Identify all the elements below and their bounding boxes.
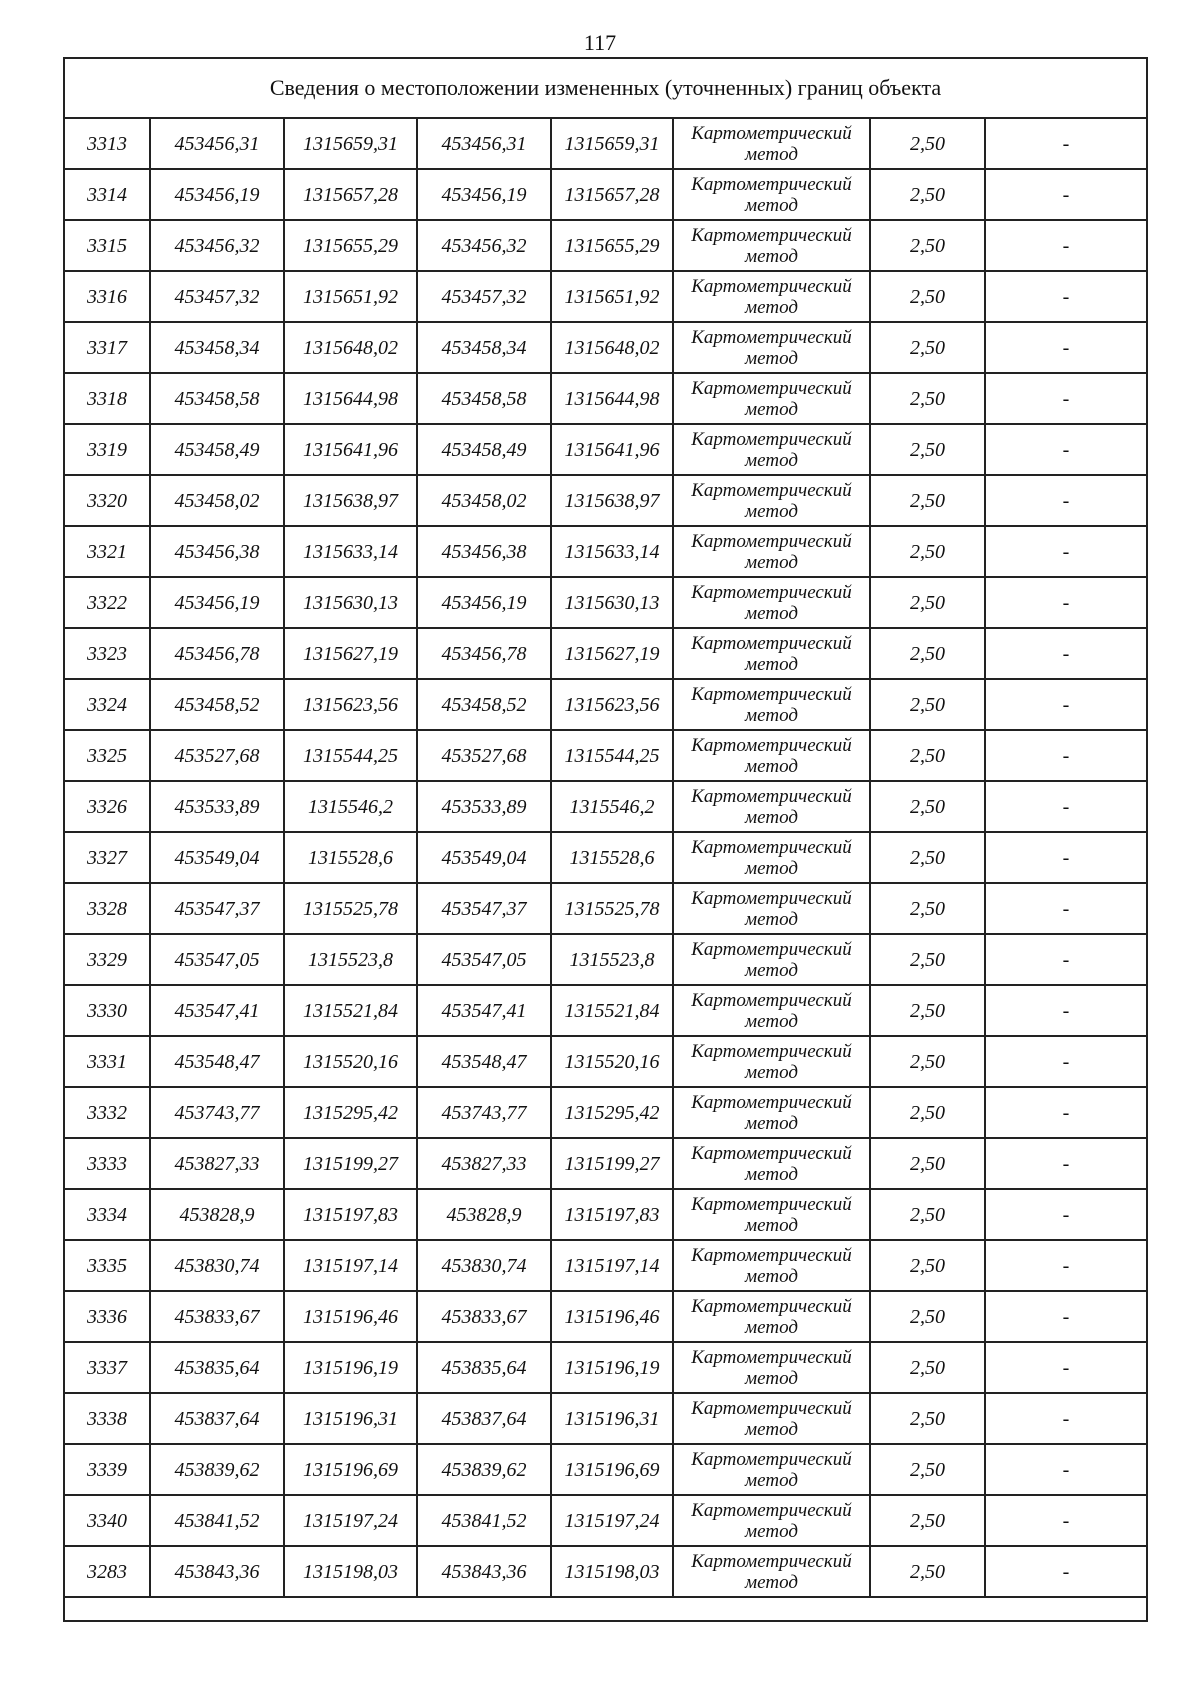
y-old-cell: 1315657,28 [284, 169, 417, 220]
method-cell: Картометрический метод [673, 1189, 870, 1240]
description-cell: - [985, 1546, 1147, 1597]
precision-cell: 2,50 [870, 1087, 985, 1138]
point-number-cell: 3336 [64, 1291, 150, 1342]
description-cell: - [985, 1342, 1147, 1393]
y-new-cell: 1315525,78 [551, 883, 673, 934]
precision-cell: 2,50 [870, 169, 985, 220]
point-number-cell: 3339 [64, 1444, 150, 1495]
y-new-cell: 1315197,24 [551, 1495, 673, 1546]
y-new-cell: 1315644,98 [551, 373, 673, 424]
table-row [64, 832, 1147, 883]
method-cell: Картометрический метод [673, 934, 870, 985]
y-new-cell: 1315199,27 [551, 1138, 673, 1189]
y-old-cell: 1315630,13 [284, 577, 417, 628]
description-cell: - [985, 577, 1147, 628]
point-number-cell: 3318 [64, 373, 150, 424]
point-number-cell: 3326 [64, 781, 150, 832]
x-old-cell: 453456,19 [150, 169, 284, 220]
description-cell: - [985, 322, 1147, 373]
description-cell: - [985, 118, 1147, 169]
precision-cell: 2,50 [870, 322, 985, 373]
point-number-cell: 3329 [64, 934, 150, 985]
table-row [64, 526, 1147, 577]
y-old-cell: 1315521,84 [284, 985, 417, 1036]
y-new-cell: 1315197,14 [551, 1240, 673, 1291]
x-old-cell: 453456,32 [150, 220, 284, 271]
y-new-cell: 1315657,28 [551, 169, 673, 220]
page-number: 117 [583, 30, 617, 55]
x-new-cell: 453843,36 [417, 1546, 551, 1597]
y-old-cell: 1315627,19 [284, 628, 417, 679]
method-cell: Картометрический метод [673, 220, 870, 271]
precision-cell: 2,50 [870, 1342, 985, 1393]
table-title: Сведения о местоположении измененных (уточненных) границ объекта [64, 58, 1147, 118]
precision-cell: 2,50 [870, 220, 985, 271]
x-new-cell: 453828,9 [417, 1189, 551, 1240]
x-old-cell: 453458,49 [150, 424, 284, 475]
y-new-cell: 1315638,97 [551, 475, 673, 526]
table-row [64, 1495, 1147, 1546]
x-old-cell: 453456,31 [150, 118, 284, 169]
table-row [64, 1036, 1147, 1087]
point-number-cell: 3332 [64, 1087, 150, 1138]
method-cell: Картометрический метод [673, 1087, 870, 1138]
x-new-cell: 453456,38 [417, 526, 551, 577]
y-old-cell: 1315659,31 [284, 118, 417, 169]
y-old-cell: 1315525,78 [284, 883, 417, 934]
description-cell: - [985, 1291, 1147, 1342]
x-new-cell: 453547,05 [417, 934, 551, 985]
x-old-cell: 453547,37 [150, 883, 284, 934]
x-old-cell: 453743,77 [150, 1087, 284, 1138]
point-number-cell: 3335 [64, 1240, 150, 1291]
method-cell: Картометрический метод [673, 1291, 870, 1342]
point-number-cell: 3322 [64, 577, 150, 628]
description-cell: - [985, 628, 1147, 679]
precision-cell: 2,50 [870, 118, 985, 169]
y-old-cell: 1315638,97 [284, 475, 417, 526]
point-number-cell: 3331 [64, 1036, 150, 1087]
point-number-cell: 3319 [64, 424, 150, 475]
table-row [64, 985, 1147, 1036]
x-old-cell: 453458,58 [150, 373, 284, 424]
x-new-cell: 453548,47 [417, 1036, 551, 1087]
y-new-cell: 1315648,02 [551, 322, 673, 373]
table-row [64, 322, 1147, 373]
y-old-cell: 1315641,96 [284, 424, 417, 475]
precision-cell: 2,50 [870, 1240, 985, 1291]
method-cell: Картометрический метод [673, 1546, 870, 1597]
y-new-cell: 1315520,16 [551, 1036, 673, 1087]
precision-cell: 2,50 [870, 934, 985, 985]
point-number-cell: 3283 [64, 1546, 150, 1597]
x-old-cell: 453533,89 [150, 781, 284, 832]
table-row [64, 730, 1147, 781]
method-cell: Картометрический метод [673, 1444, 870, 1495]
x-old-cell: 453458,02 [150, 475, 284, 526]
precision-cell: 2,50 [870, 1393, 985, 1444]
y-old-cell: 1315623,56 [284, 679, 417, 730]
y-old-cell: 1315651,92 [284, 271, 417, 322]
method-cell: Картометрический метод [673, 832, 870, 883]
y-new-cell: 1315546,2 [551, 781, 673, 832]
description-cell: - [985, 1036, 1147, 1087]
x-new-cell: 453458,34 [417, 322, 551, 373]
table-body [64, 58, 1147, 1621]
description-cell: - [985, 169, 1147, 220]
method-cell: Картометрический метод [673, 1342, 870, 1393]
y-old-cell: 1315197,24 [284, 1495, 417, 1546]
table-header-row [64, 58, 1147, 118]
y-old-cell: 1315196,19 [284, 1342, 417, 1393]
y-old-cell: 1315196,69 [284, 1444, 417, 1495]
x-new-cell: 453743,77 [417, 1087, 551, 1138]
precision-cell: 2,50 [870, 475, 985, 526]
method-cell: Картометрический метод [673, 1495, 870, 1546]
method-cell: Картометрический метод [673, 730, 870, 781]
table-row [64, 118, 1147, 169]
y-new-cell: 1315655,29 [551, 220, 673, 271]
method-cell: Картометрический метод [673, 985, 870, 1036]
y-new-cell: 1315521,84 [551, 985, 673, 1036]
y-old-cell: 1315196,46 [284, 1291, 417, 1342]
x-new-cell: 453827,33 [417, 1138, 551, 1189]
table-row [64, 1546, 1147, 1597]
x-new-cell: 453456,32 [417, 220, 551, 271]
x-old-cell: 453456,38 [150, 526, 284, 577]
y-old-cell: 1315197,14 [284, 1240, 417, 1291]
method-cell: Картометрический метод [673, 424, 870, 475]
precision-cell: 2,50 [870, 985, 985, 1036]
x-old-cell: 453527,68 [150, 730, 284, 781]
y-old-cell: 1315655,29 [284, 220, 417, 271]
table-row [64, 1393, 1147, 1444]
x-new-cell: 453835,64 [417, 1342, 551, 1393]
method-cell: Картометрический метод [673, 271, 870, 322]
precision-cell: 2,50 [870, 271, 985, 322]
description-cell: - [985, 220, 1147, 271]
method-cell: Картометрический метод [673, 373, 870, 424]
precision-cell: 2,50 [870, 628, 985, 679]
y-old-cell: 1315528,6 [284, 832, 417, 883]
y-old-cell: 1315644,98 [284, 373, 417, 424]
y-old-cell: 1315198,03 [284, 1546, 417, 1597]
precision-cell: 2,50 [870, 1036, 985, 1087]
x-new-cell: 453547,41 [417, 985, 551, 1036]
x-old-cell: 453843,36 [150, 1546, 284, 1597]
description-cell: - [985, 1087, 1147, 1138]
table-row [64, 475, 1147, 526]
table-row [64, 220, 1147, 271]
table-row [64, 679, 1147, 730]
x-old-cell: 453456,78 [150, 628, 284, 679]
y-old-cell: 1315520,16 [284, 1036, 417, 1087]
description-cell: - [985, 1495, 1147, 1546]
x-new-cell: 453458,02 [417, 475, 551, 526]
description-cell: - [985, 1393, 1147, 1444]
precision-cell: 2,50 [870, 1189, 985, 1240]
x-old-cell: 453456,19 [150, 577, 284, 628]
table-row [64, 1087, 1147, 1138]
description-cell: - [985, 781, 1147, 832]
y-new-cell: 1315198,03 [551, 1546, 673, 1597]
table-row [64, 1189, 1147, 1240]
point-number-cell: 3316 [64, 271, 150, 322]
method-cell: Картометрический метод [673, 1240, 870, 1291]
description-cell: - [985, 475, 1147, 526]
x-old-cell: 453547,41 [150, 985, 284, 1036]
precision-cell: 2,50 [870, 1444, 985, 1495]
y-new-cell: 1315523,8 [551, 934, 673, 985]
description-cell: - [985, 934, 1147, 985]
table-row [64, 169, 1147, 220]
x-new-cell: 453456,19 [417, 169, 551, 220]
precision-cell: 2,50 [870, 883, 985, 934]
precision-cell: 2,50 [870, 1138, 985, 1189]
x-new-cell: 453458,52 [417, 679, 551, 730]
y-old-cell: 1315633,14 [284, 526, 417, 577]
precision-cell: 2,50 [870, 730, 985, 781]
x-new-cell: 453837,64 [417, 1393, 551, 1444]
x-new-cell: 453456,19 [417, 577, 551, 628]
point-number-cell: 3330 [64, 985, 150, 1036]
y-old-cell: 1315523,8 [284, 934, 417, 985]
x-new-cell: 453839,62 [417, 1444, 551, 1495]
point-number-cell: 3324 [64, 679, 150, 730]
precision-cell: 2,50 [870, 1495, 985, 1546]
point-number-cell: 3333 [64, 1138, 150, 1189]
empty-footer-cell [64, 1597, 1147, 1621]
y-new-cell: 1315659,31 [551, 118, 673, 169]
method-cell: Картометрический метод [673, 1393, 870, 1444]
precision-cell: 2,50 [870, 832, 985, 883]
point-number-cell: 3313 [64, 118, 150, 169]
x-old-cell: 453549,04 [150, 832, 284, 883]
x-old-cell: 453835,64 [150, 1342, 284, 1393]
method-cell: Картометрический метод [673, 1036, 870, 1087]
description-cell: - [985, 832, 1147, 883]
point-number-cell: 3325 [64, 730, 150, 781]
point-number-cell: 3327 [64, 832, 150, 883]
point-number-cell: 3334 [64, 1189, 150, 1240]
point-number-cell: 3315 [64, 220, 150, 271]
method-cell: Картометрический метод [673, 526, 870, 577]
precision-cell: 2,50 [870, 1291, 985, 1342]
description-cell: - [985, 271, 1147, 322]
description-cell: - [985, 1240, 1147, 1291]
method-cell: Картометрический метод [673, 628, 870, 679]
x-new-cell: 453830,74 [417, 1240, 551, 1291]
x-new-cell: 453527,68 [417, 730, 551, 781]
description-cell: - [985, 679, 1147, 730]
description-cell: - [985, 985, 1147, 1036]
table-row [64, 424, 1147, 475]
y-new-cell: 1315528,6 [551, 832, 673, 883]
precision-cell: 2,50 [870, 577, 985, 628]
description-cell: - [985, 730, 1147, 781]
y-new-cell: 1315196,69 [551, 1444, 673, 1495]
x-old-cell: 453841,52 [150, 1495, 284, 1546]
method-cell: Картометрический метод [673, 679, 870, 730]
y-new-cell: 1315295,42 [551, 1087, 673, 1138]
point-number-cell: 3323 [64, 628, 150, 679]
y-new-cell: 1315633,14 [551, 526, 673, 577]
y-new-cell: 1315630,13 [551, 577, 673, 628]
x-new-cell: 453457,32 [417, 271, 551, 322]
y-new-cell: 1315544,25 [551, 730, 673, 781]
table-row [64, 1240, 1147, 1291]
x-old-cell: 453458,34 [150, 322, 284, 373]
method-cell: Картометрический метод [673, 169, 870, 220]
x-old-cell: 453830,74 [150, 1240, 284, 1291]
point-number-cell: 3340 [64, 1495, 150, 1546]
y-new-cell: 1315651,92 [551, 271, 673, 322]
precision-cell: 2,50 [870, 424, 985, 475]
x-old-cell: 453458,52 [150, 679, 284, 730]
method-cell: Картометрический метод [673, 781, 870, 832]
x-new-cell: 453547,37 [417, 883, 551, 934]
x-old-cell: 453839,62 [150, 1444, 284, 1495]
point-number-cell: 3338 [64, 1393, 150, 1444]
x-new-cell: 453549,04 [417, 832, 551, 883]
boundary-coordinates-table [63, 57, 1148, 1622]
table-row [64, 373, 1147, 424]
x-new-cell: 453458,58 [417, 373, 551, 424]
description-cell: - [985, 526, 1147, 577]
x-new-cell: 453841,52 [417, 1495, 551, 1546]
table-row [64, 883, 1147, 934]
method-cell: Картометрический метод [673, 475, 870, 526]
y-new-cell: 1315627,19 [551, 628, 673, 679]
x-new-cell: 453533,89 [417, 781, 551, 832]
point-number-cell: 3321 [64, 526, 150, 577]
x-new-cell: 453456,78 [417, 628, 551, 679]
table-row [64, 1291, 1147, 1342]
table-row [64, 628, 1147, 679]
description-cell: - [985, 883, 1147, 934]
table-row [64, 1342, 1147, 1393]
x-old-cell: 453827,33 [150, 1138, 284, 1189]
point-number-cell: 3317 [64, 322, 150, 373]
x-old-cell: 453828,9 [150, 1189, 284, 1240]
point-number-cell: 3320 [64, 475, 150, 526]
y-new-cell: 1315196,46 [551, 1291, 673, 1342]
x-old-cell: 453457,32 [150, 271, 284, 322]
description-cell: - [985, 1189, 1147, 1240]
point-number-cell: 3337 [64, 1342, 150, 1393]
description-cell: - [985, 1444, 1147, 1495]
y-old-cell: 1315544,25 [284, 730, 417, 781]
y-old-cell: 1315196,31 [284, 1393, 417, 1444]
y-new-cell: 1315641,96 [551, 424, 673, 475]
x-old-cell: 453548,47 [150, 1036, 284, 1087]
table-row [64, 577, 1147, 628]
y-old-cell: 1315295,42 [284, 1087, 417, 1138]
x-new-cell: 453458,49 [417, 424, 551, 475]
method-cell: Картометрический метод [673, 577, 870, 628]
description-cell: - [985, 1138, 1147, 1189]
table-row [64, 1138, 1147, 1189]
y-new-cell: 1315196,19 [551, 1342, 673, 1393]
y-old-cell: 1315197,83 [284, 1189, 417, 1240]
table-row [64, 1444, 1147, 1495]
y-new-cell: 1315623,56 [551, 679, 673, 730]
description-cell: - [985, 373, 1147, 424]
y-new-cell: 1315196,31 [551, 1393, 673, 1444]
x-old-cell: 453547,05 [150, 934, 284, 985]
y-old-cell: 1315546,2 [284, 781, 417, 832]
precision-cell: 2,50 [870, 679, 985, 730]
x-old-cell: 453833,67 [150, 1291, 284, 1342]
y-old-cell: 1315199,27 [284, 1138, 417, 1189]
table-row [64, 271, 1147, 322]
x-new-cell: 453833,67 [417, 1291, 551, 1342]
method-cell: Картометрический метод [673, 322, 870, 373]
method-cell: Картометрический метод [673, 883, 870, 934]
precision-cell: 2,50 [870, 373, 985, 424]
y-old-cell: 1315648,02 [284, 322, 417, 373]
table-row [64, 934, 1147, 985]
table-footer-row [64, 1597, 1147, 1621]
method-cell: Картометрический метод [673, 1138, 870, 1189]
precision-cell: 2,50 [870, 1546, 985, 1597]
precision-cell: 2,50 [870, 526, 985, 577]
point-number-cell: 3314 [64, 169, 150, 220]
y-new-cell: 1315197,83 [551, 1189, 673, 1240]
table-row [64, 781, 1147, 832]
method-cell: Картометрический метод [673, 118, 870, 169]
point-number-cell: 3328 [64, 883, 150, 934]
x-new-cell: 453456,31 [417, 118, 551, 169]
precision-cell: 2,50 [870, 781, 985, 832]
description-cell: - [985, 424, 1147, 475]
x-old-cell: 453837,64 [150, 1393, 284, 1444]
